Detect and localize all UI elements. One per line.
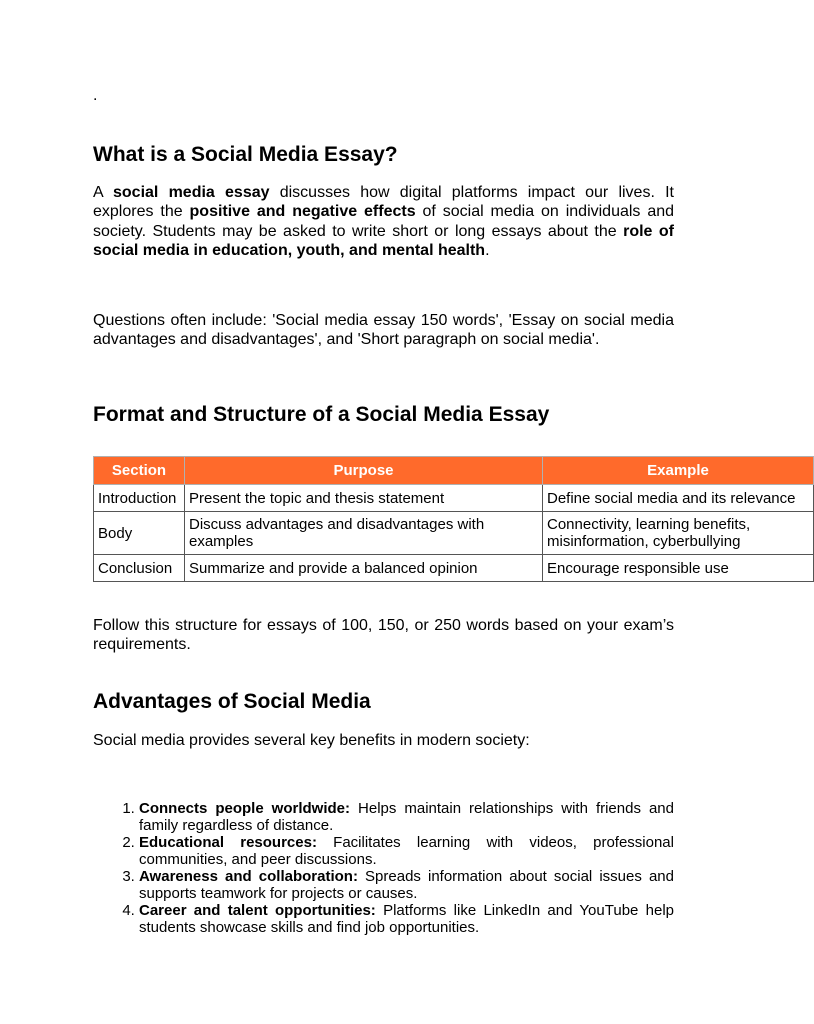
heading-format-structure: Format and Structure of a Social Media Essay xyxy=(93,403,550,426)
cell-example: Define social media and its relevance xyxy=(543,485,814,512)
table-header-row xyxy=(94,457,814,485)
list-item xyxy=(139,902,674,936)
table-row xyxy=(94,485,814,512)
heading-what-is: What is a Social Media Essay? xyxy=(93,143,398,166)
top-mark: . xyxy=(93,87,98,104)
structure-table xyxy=(93,456,814,582)
item-text: Helps maintain relationships with friends and family regardless of distance. xyxy=(139,800,674,834)
table-row xyxy=(94,512,814,555)
list-item xyxy=(139,800,674,834)
item-text: Facilitates learning with videos, professional communities, and peer discussions. xyxy=(139,834,674,868)
cell-example: Connectivity, learning benefits, misinformation, cyberbullying xyxy=(543,512,814,555)
cell-purpose: Summarize and provide a balanced opinion xyxy=(185,555,543,582)
header-example: Example xyxy=(543,457,814,485)
cell-section: Body xyxy=(94,512,185,555)
heading-advantages: Advantages of Social Media xyxy=(93,690,371,713)
list-item xyxy=(139,834,674,868)
item-title: Career and talent opportunities: xyxy=(139,902,376,919)
text-run: of social media on individuals and society. Students may be asked to write short or long essays about the xyxy=(93,203,675,240)
text-run: . xyxy=(485,241,490,259)
item-text: Platforms like LinkedIn and YouTube help students showcase skills and find job opportunities. xyxy=(139,902,674,936)
bold-run: social media essay xyxy=(113,184,270,201)
item-title: Connects people worldwide: xyxy=(139,800,351,817)
cell-purpose: Discuss advantages and disadvantages with examples xyxy=(185,512,543,555)
cell-section: Introduction xyxy=(94,485,185,512)
advantages-list xyxy=(93,800,674,936)
structure-table-container xyxy=(93,456,796,582)
cell-section: Conclusion xyxy=(94,555,185,582)
table-row xyxy=(94,555,814,582)
questions-paragraph: Questions often include: 'Social media essay 150 words', 'Essay on social media advantages and disadvantages', and 'Short paragraph on social media'. xyxy=(93,312,674,349)
item-text: Spreads information about social issues and supports teamwork for projects or causes. xyxy=(139,868,674,902)
text-run: A xyxy=(93,184,113,201)
header-purpose: Purpose xyxy=(185,457,543,485)
intro-paragraph xyxy=(93,183,674,260)
item-title: Awareness and collaboration: xyxy=(139,868,358,885)
item-title: Educational resources: xyxy=(139,834,317,851)
header-section: Section xyxy=(94,457,185,485)
follow-paragraph: Follow this structure for essays of 100, 150, or 250 words based on your exam’s requirements. xyxy=(93,617,674,654)
advantages-intro: Social media provides several key benefits in modern society: xyxy=(93,732,530,749)
cell-purpose: Present the topic and thesis statement xyxy=(185,485,543,512)
list-item xyxy=(139,868,674,902)
bold-run: role of social media in education, youth, and mental health xyxy=(93,222,675,259)
cell-example: Encourage responsible use xyxy=(543,555,814,582)
bold-run: positive and negative effects xyxy=(189,203,416,221)
text-run: discusses how digital platforms impact our lives. It explores the xyxy=(93,184,674,221)
